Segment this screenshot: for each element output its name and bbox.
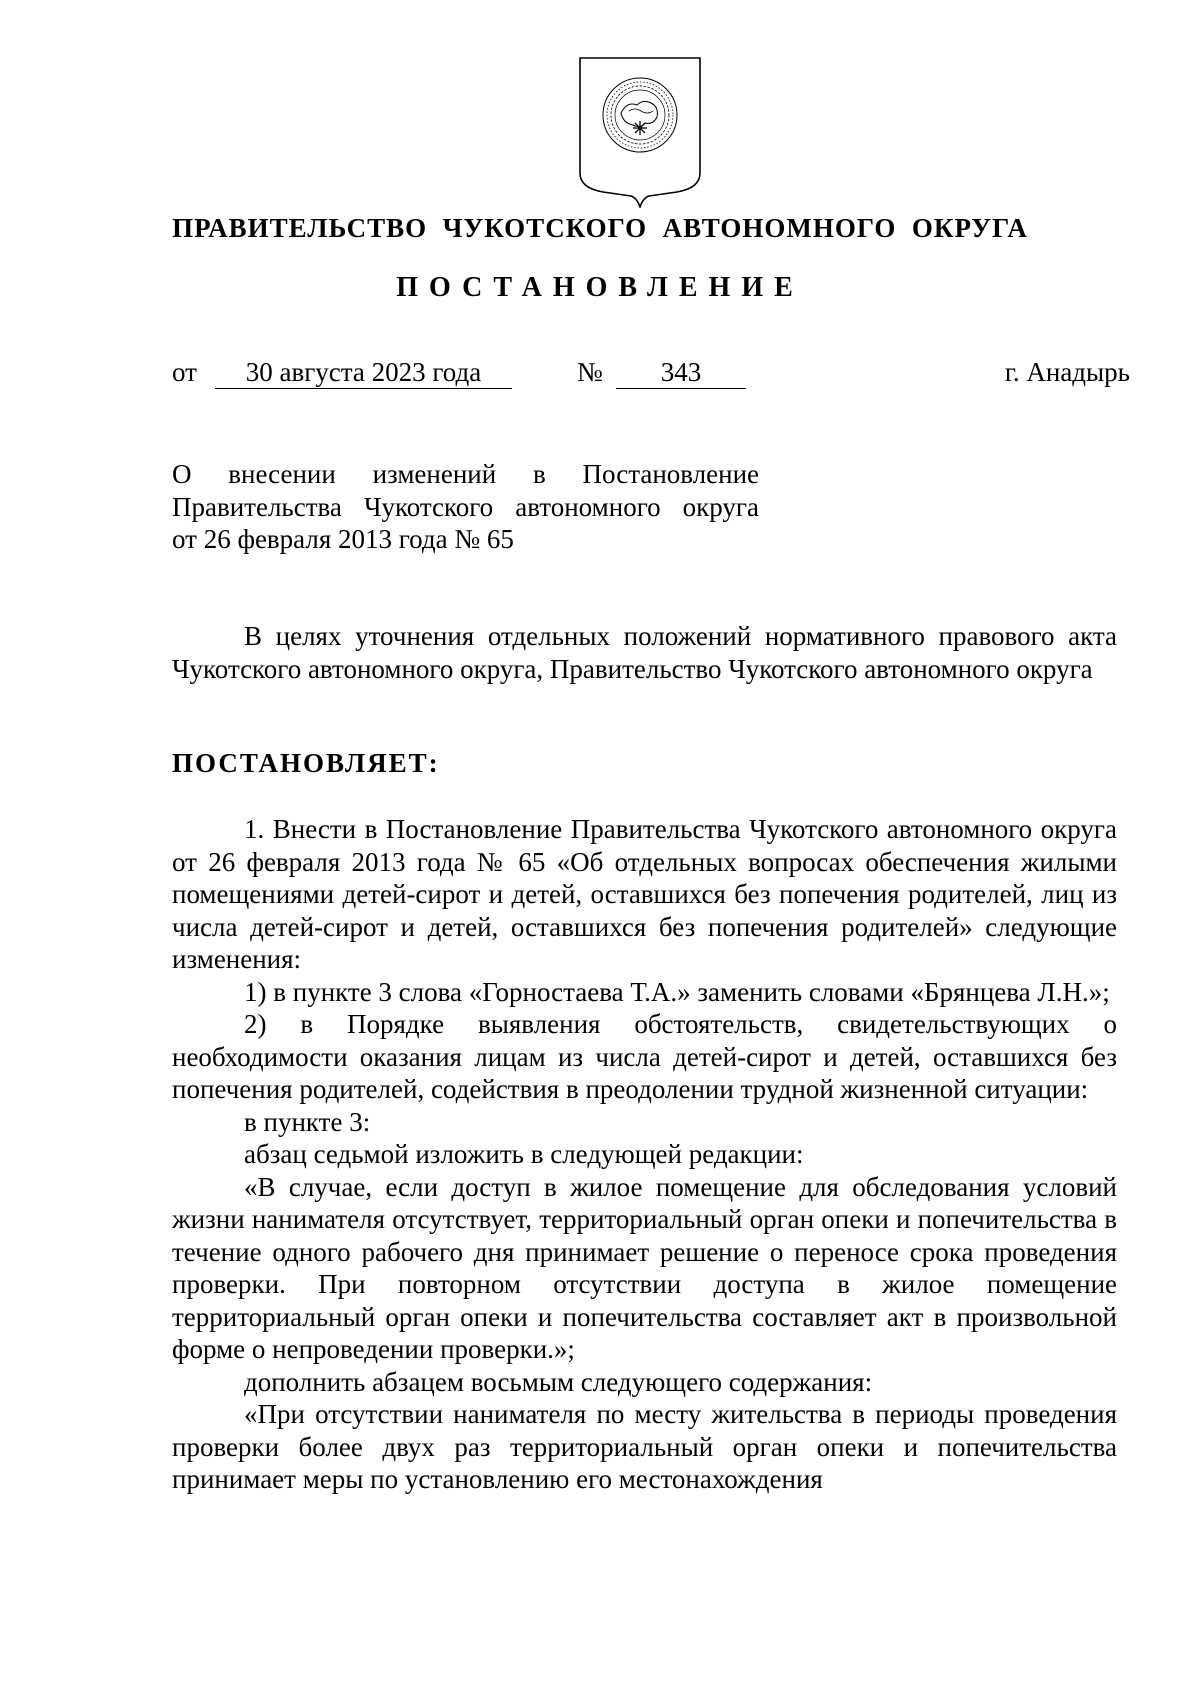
coat-of-arms-icon [577,55,703,208]
body-paragraph: в пункте 3: [244,1106,371,1137]
document-type: ПОСТАНОВЛЕНИЕ [396,272,804,303]
body-paragraph: 1) в пункте 3 слова «Горностаева Т.А.» заменить словами «Брянцева Л.Н.»; [244,976,1110,1007]
date-prefix: от [172,357,197,387]
intro-paragraph: В целях уточнения отдельных положений нормативного правового акта Чукотского автономного округа, Правительство Чукотского автономного округа [172,621,1117,684]
body-paragraph: «В случае, если доступ в жилое помещение для обследования условий жизни нанимателя отсутствует, территориальный орган опеки и попечительства в течение одного рабочего дня принимает решение о переносе срока проведения проверки. При повторном отсутствии доступа в жилое помещение территориальный орган опеки и попечительства составляет акт в произвольной форме о непроведении проверки.»; [172,1171,1117,1364]
intro-block [172,620,1117,685]
decree-heading: ПОСТАНОВЛЯЕТ: [172,748,440,778]
document-date: 30 августа 2023 года [215,357,512,389]
body-paragraph: 2) в Порядке выявления обстоятельств, свидетельствующих о необходимости оказания лицам из числа детей-сирот и детей, оставшихся без попечения родителей, содействия в преодолении трудной жизненной ситуации: [172,1009,1117,1104]
subject-line: О внесении изменений в Постановление [172,459,759,489]
subject-line: от 26 февраля 2013 года № 65 [172,524,514,554]
organization-title: ПРАВИТЕЛЬСТВО ЧУКОТСКОГО АВТОНОМНОГО ОКРУГА [172,213,1028,243]
body-paragraph: абзац седьмой изложить в следующей редакции: [244,1139,804,1169]
number-prefix: № [577,357,603,387]
body-paragraph: «При отсутствии нанимателя по месту жительства в периоды проведения проверки более двух раз территориальный орган опеки и попечительства принимает меры по установлению его местонахождения [172,1399,1117,1494]
document-number: 343 [616,357,746,389]
resolution-body [172,813,1117,1496]
document-meta [172,357,1130,393]
body-paragraph: 1. Внести в Постановление Правительства Чукотского автономного округа от 26 февраля 2013 года № 65 «Об отдельных вопросах обеспечения жилыми помещениями детей-сирот и детей, оставшихся без попечения родителей, лиц из числа детей-сирот и детей, оставшихся без попечения родителей» следующие изменения: [172,814,1117,974]
document-subject [172,458,759,556]
document-city: г. Анадырь [1004,357,1130,387]
body-paragraph: дополнить абзацем восьмым следующего содержания: [244,1366,873,1397]
subject-line: Правительства Чукотского автономного округа [172,491,759,522]
